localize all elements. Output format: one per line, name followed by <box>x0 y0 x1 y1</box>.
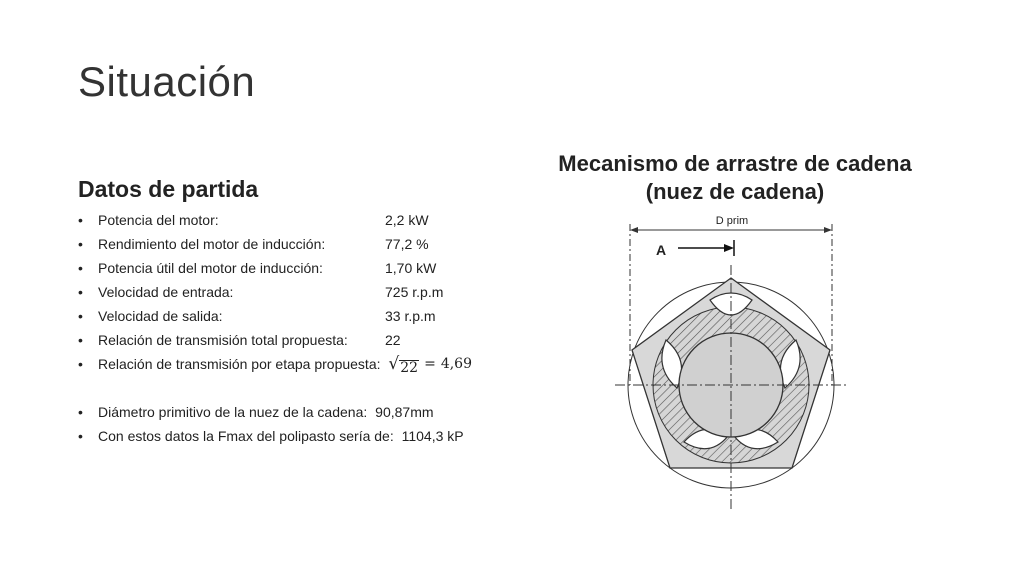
item-label: Potencia del motor: <box>98 212 219 228</box>
chain-sprocket-diagram <box>600 210 870 520</box>
item-value: 90,87mm <box>375 404 434 420</box>
equals-sign: = <box>424 356 436 372</box>
bullet-icon: • <box>78 356 83 372</box>
stage-ratio-result: 4,69 <box>440 356 472 372</box>
bullet-icon: • <box>78 332 83 348</box>
list-item <box>78 232 508 256</box>
bullet-icon: • <box>78 404 83 420</box>
section-arrow-label: A <box>656 242 667 258</box>
bullet-icon: • <box>78 212 83 228</box>
item-value: 1104,3 kP <box>401 428 464 444</box>
data-list <box>78 208 508 448</box>
sqrt-symbol: √ <box>388 354 400 374</box>
bullet-icon: • <box>78 428 83 444</box>
dimension-arrowhead-left <box>630 227 638 233</box>
list-item <box>78 328 508 352</box>
item-value: 725 r.p.m <box>385 284 444 300</box>
list-item <box>78 424 508 448</box>
sqrt-radicand: 22 <box>400 360 419 376</box>
item-value: 33 r.p.m <box>385 308 436 324</box>
stage-ratio-formula <box>388 352 472 376</box>
item-label: Rendimiento del motor de inducción: <box>98 236 326 252</box>
datos-heading: Datos de partida <box>78 176 259 202</box>
section-arrow-head <box>724 244 734 252</box>
bullet-icon: • <box>78 260 83 276</box>
list-item <box>78 256 508 280</box>
list-item <box>78 304 508 328</box>
item-value: 2,2 kW <box>385 212 429 228</box>
list-item-stage-ratio <box>78 352 508 378</box>
list-item <box>78 208 508 232</box>
sqrt-expression <box>388 352 419 376</box>
item-label: Con estos datos la Fmax del polipasto sería de: <box>98 428 394 444</box>
item-label: Velocidad de salida: <box>98 308 223 324</box>
bullet-icon: • <box>78 308 83 324</box>
slide-title: Situación <box>78 58 256 105</box>
mechanism-heading-line2: (nuez de cadena) <box>645 179 825 204</box>
item-value: 1,70 kW <box>385 260 437 276</box>
item-value: 77,2 % <box>385 236 429 252</box>
list-item <box>78 280 508 304</box>
item-label: Relación de transmisión por etapa propuesta: <box>98 356 381 372</box>
list-item <box>78 400 508 424</box>
item-value: 22 <box>385 332 401 348</box>
dimension-arrowhead-right <box>824 227 832 233</box>
item-label: Potencia útil del motor de inducción: <box>98 260 323 276</box>
mechanism-heading-line1: Mecanismo de arrastre de cadena <box>558 151 912 176</box>
mechanism-heading <box>520 150 950 206</box>
dimension-label: D prim <box>715 215 749 227</box>
item-label: Velocidad de entrada: <box>98 284 234 300</box>
item-label: Relación de transmisión total propuesta: <box>98 332 348 348</box>
bullet-icon: • <box>78 284 83 300</box>
bullet-icon: • <box>78 236 83 252</box>
item-label: Diámetro primitivo de la nuez de la cadena: <box>98 404 368 420</box>
